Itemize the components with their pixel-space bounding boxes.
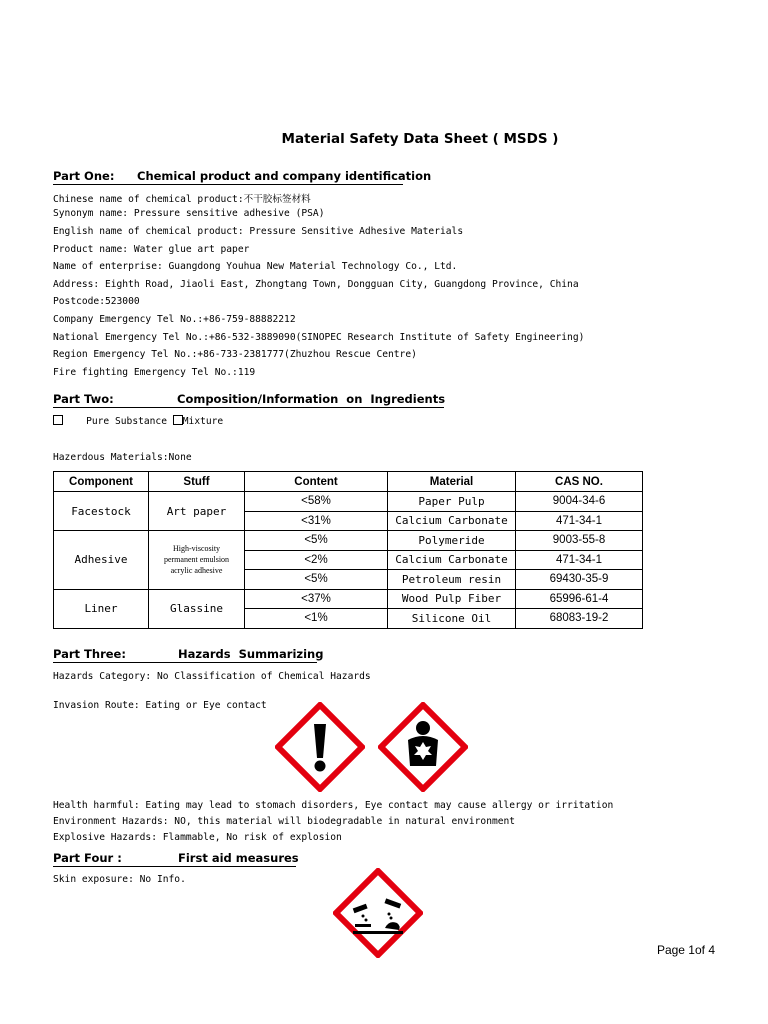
mixture-checkbox[interactable]	[173, 415, 183, 425]
component-cell: Adhesive	[54, 531, 149, 590]
header-stuff: Stuff	[149, 472, 245, 492]
stuff-cell	[149, 531, 245, 590]
invasion-route: Invasion Route: Eating or Eye contact	[53, 700, 267, 711]
header-content: Content	[245, 472, 388, 492]
content-cell: <31%	[245, 511, 388, 531]
part-one-title: Chemical product and company identification	[137, 169, 432, 183]
cas-cell: 9003-55-8	[516, 531, 643, 551]
cas-cell: 65996-61-4	[516, 589, 643, 609]
material-cell: Calcium Carbonate	[388, 511, 516, 531]
part-one-line: National Emergency Tel No.:+86-532-3889090(SINOPEC Research Institute of Safety Engineering)	[53, 332, 585, 343]
table-row	[54, 531, 643, 551]
header-material: Material	[388, 472, 516, 492]
exclamation-mark-icon	[275, 702, 365, 792]
material-cell: Paper Pulp	[388, 492, 516, 512]
environment-hazards: Environment Hazards: NO, this material will biodegradable in natural environment	[53, 816, 516, 827]
hazards-category: Hazards Category: No Classification of Chemical Hazards	[53, 671, 371, 682]
hazardous-materials: Hazerdous Materials:None	[53, 452, 192, 463]
material-cell: Polymeride	[388, 531, 516, 551]
content-cell: <5%	[245, 531, 388, 551]
stuff-line: High-viscosity	[172, 544, 221, 554]
stuff-line: acrylic adhesive	[170, 566, 223, 576]
health-hazard-icon	[378, 702, 468, 792]
material-cell: Silicone Oil	[388, 609, 516, 629]
part-one-line: Product name: Water glue art paper	[53, 244, 250, 255]
part-one-line: Name of enterprise: Guangdong Youhua New Material Technology Co., Ltd.	[53, 261, 458, 272]
part-four-heading	[53, 851, 299, 867]
mixture-label: Mixture	[182, 416, 224, 427]
part-one-line: Company Emergency Tel No.:+86-759-88882212	[53, 314, 296, 325]
stuff-cell: Art paper	[149, 492, 245, 531]
content-cell: <2%	[245, 550, 388, 570]
content-cell: <1%	[245, 609, 388, 629]
component-cell: Facestock	[54, 492, 149, 531]
content-cell: <5%	[245, 570, 388, 590]
part-one-number: Part One:	[53, 169, 115, 183]
part-one-line: Fire fighting Emergency Tel No.:119	[53, 367, 256, 378]
ingredients-table	[53, 471, 643, 629]
part-one-line: Chinese name of chemical product:不干胶标签材料	[53, 194, 311, 205]
skin-exposure: Skin exposure: No Info.	[53, 874, 186, 885]
health-harmful: Health harmful: Eating may lead to stomach disorders, Eye contact may cause allergy or irritation	[53, 800, 614, 811]
cas-cell: 9004-34-6	[516, 492, 643, 512]
component-cell: Liner	[54, 589, 149, 628]
part-four-title: First aid measures	[178, 851, 299, 865]
part-one-line: Region Emergency Tel No.:+86-733-2381777(Zhuzhou Rescue Centre)	[53, 349, 417, 360]
stuff-line: permanent emulsion	[163, 555, 230, 565]
page-number: Page 1of 4	[656, 943, 715, 957]
cas-cell: 68083-19-2	[516, 609, 643, 629]
table-header-row	[54, 472, 643, 492]
part-three-number: Part Three:	[53, 647, 126, 661]
part-three-title: Hazards Summarizing	[178, 647, 324, 661]
part-two-heading	[53, 392, 444, 408]
corrosion-icon	[333, 868, 423, 958]
stuff-cell: Glassine	[149, 589, 245, 628]
substance-type-row	[53, 415, 223, 427]
explosive-hazards: Explosive Hazards: Flammable, No risk of explosion	[53, 832, 342, 843]
cas-cell: 69430-35-9	[516, 570, 643, 590]
part-four-number: Part Four :	[53, 851, 122, 865]
part-two-number: Part Two:	[53, 392, 114, 406]
content-cell: <58%	[245, 492, 388, 512]
table-row	[54, 589, 643, 609]
part-one-line: English name of chemical product: Pressure Sensitive Adhesive Materials	[53, 226, 464, 237]
header-cas: CAS NO.	[516, 472, 643, 492]
part-three-heading	[53, 647, 324, 663]
part-one-line: Address: Eighth Road, Jiaoli East, Zhongtang Town, Dongguan City, Guangdong Province, China	[53, 279, 579, 290]
part-one-heading	[53, 169, 432, 185]
document-title: Material Safety Data Sheet ( MSDS )	[281, 131, 559, 147]
part-one-line: Postcode:523000	[53, 296, 140, 307]
cas-cell: 471-34-1	[516, 550, 643, 570]
part-two-title: Composition/Information on Ingredients	[177, 392, 446, 406]
part-one-line: Synonym name: Pressure sensitive adhesive (PSA)	[53, 208, 325, 219]
cas-cell: 471-34-1	[516, 511, 643, 531]
header-component: Component	[54, 472, 149, 492]
table-row	[54, 492, 643, 512]
material-cell: Petroleum resin	[388, 570, 516, 590]
material-cell: Wood Pulp Fiber	[388, 589, 516, 609]
pure-substance-label: Pure Substance	[86, 416, 167, 427]
material-cell: Calcium Carbonate	[388, 550, 516, 570]
content-cell: <37%	[245, 589, 388, 609]
pure-substance-checkbox[interactable]	[53, 415, 63, 425]
